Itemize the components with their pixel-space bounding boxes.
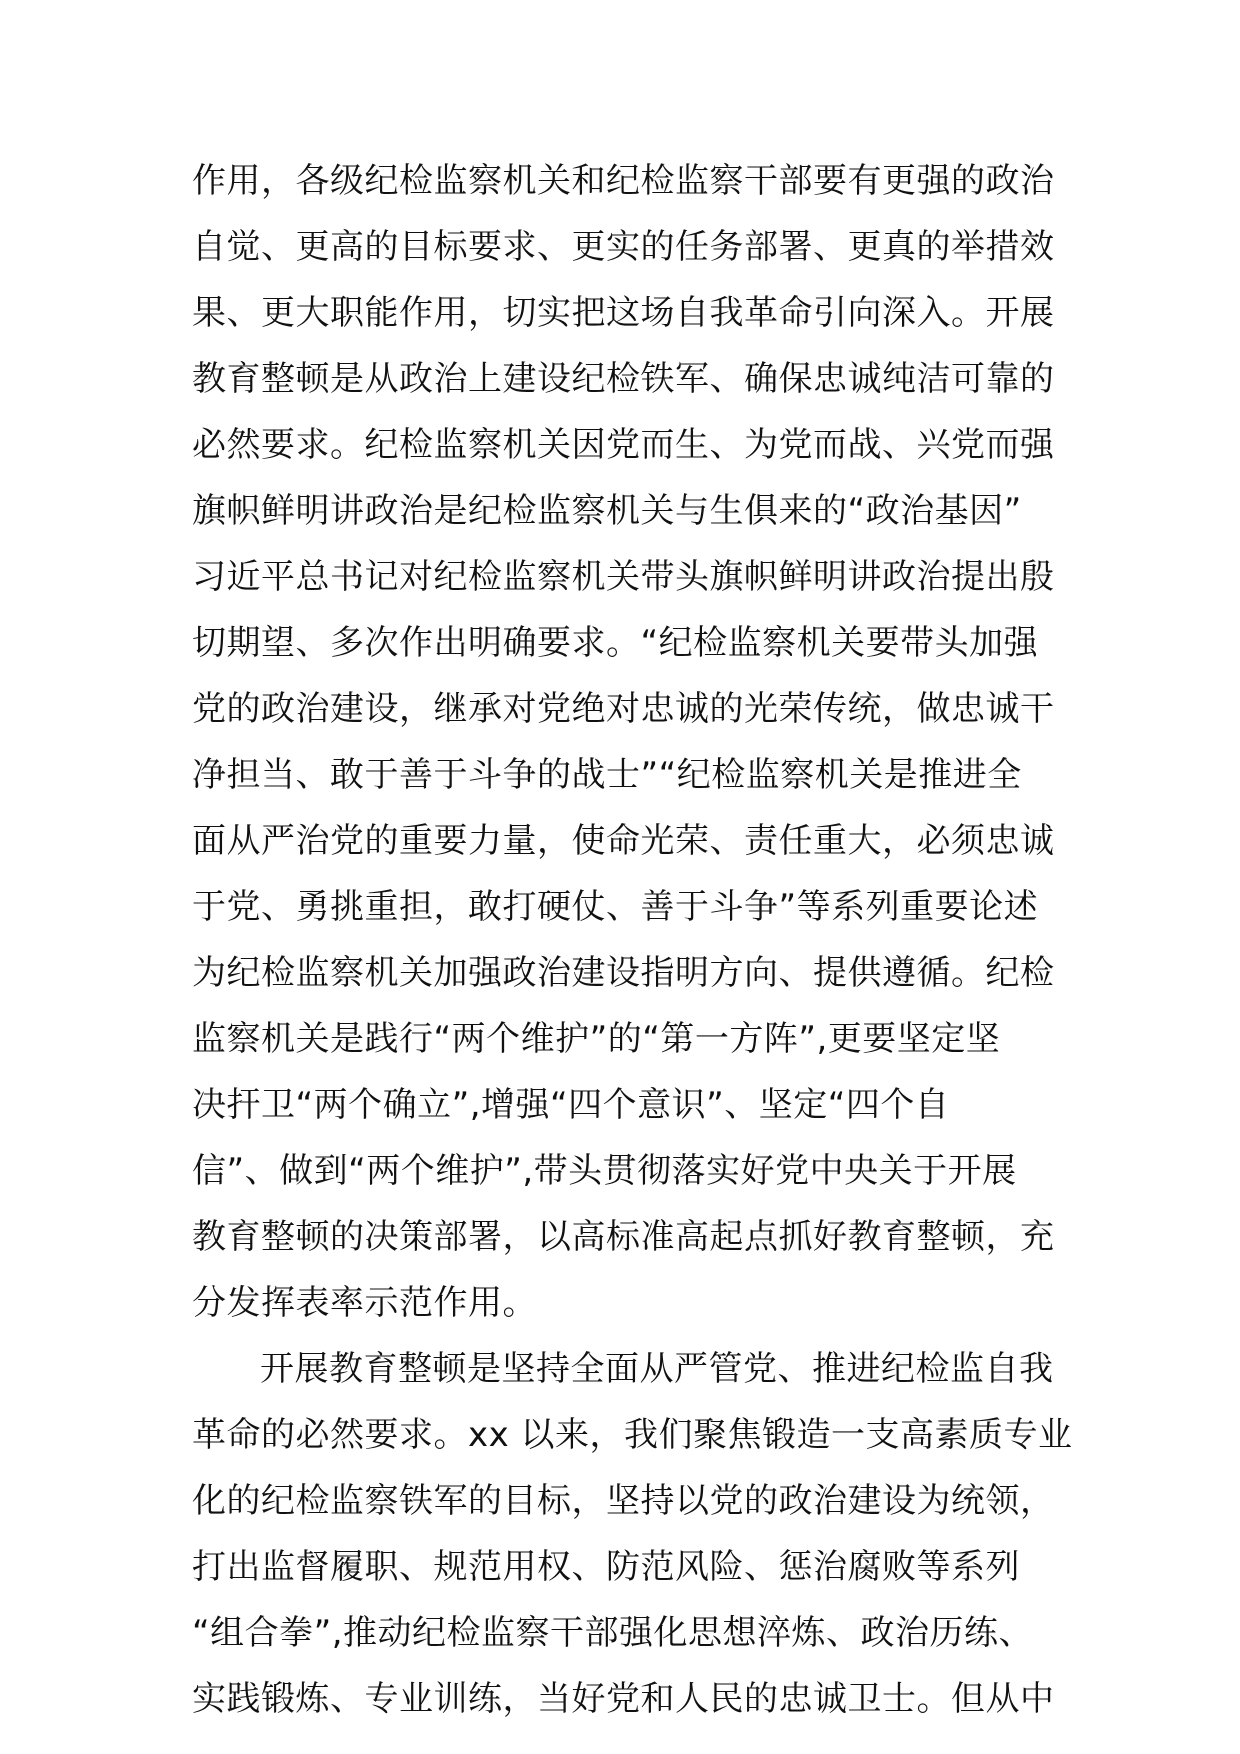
text-line: 自觉、更高的目标要求、更实的任务部署、更真的举措效 xyxy=(192,227,1055,267)
text-line: 打出监督履职、规范用权、防范风险、惩治腐败等系列 xyxy=(192,1547,1020,1587)
body-text xyxy=(192,148,1073,1732)
text-line: 分发挥表率示范作用。 xyxy=(192,1283,537,1323)
text-line: 必然要求。纪检监察机关因党而生、为党而战、兴党而强 xyxy=(192,425,1055,465)
text-line: 切期望、多次作出明确要求。“纪检监察机关要带头加强 xyxy=(192,623,1039,663)
text-line: 决扞卫“两个确立”,增强“四个意识”、坚定“四个自 xyxy=(192,1085,950,1125)
text-line: 作用，各级纪检监察机关和纪检监察干部要有更强的政治 xyxy=(192,161,1055,201)
text-line: 教育整顿是从政治上建设纪检铁军、确保忠诚纯洁可靠的 xyxy=(192,359,1055,399)
text-line: 监察机关是践行“两个维护”的“第一方阵”,更要坚定坚 xyxy=(192,1019,1001,1059)
text-line: 教育整顿的决策部署，以高标准高起点抓好教育整顿，充 xyxy=(192,1217,1055,1257)
text-line: 革命的必然要求。xx 以来，我们聚焦锻造一支高素质专业 xyxy=(192,1415,1073,1455)
text-line: 为纪检监察机关加强政治建设指明方向、提供遵循。纪检 xyxy=(192,953,1055,993)
text-line: 习近平总书记对纪检监察机关带头旗帜鲜明讲政治提出殷 xyxy=(192,557,1055,597)
text-line: 旗帜鲜明讲政治是纪检监察机关与生俱来的“政治基因” xyxy=(192,491,1022,531)
text-line: “组合拳”,推动纪检监察干部强化思想淬炼、政治历练、 xyxy=(192,1613,1034,1653)
text-line: 面从严治党的重要力量，使命光荣、责任重大，必须忠诚 xyxy=(192,821,1055,861)
text-line: 于党、勇挑重担，敢打硬仗、善于斗争”等系列重要论述 xyxy=(192,887,1039,927)
text-line: 果、更大职能作用，切实把这场自我革命引向深入。开展 xyxy=(192,293,1055,333)
text-line: 净担当、敢于善于斗争的战士”“纪检监察机关是推进全 xyxy=(192,755,1022,795)
text-line: 党的政治建设，继承对党绝对忠诚的光荣传统，做忠诚干 xyxy=(192,689,1055,729)
text-line: 信”、做到“两个维护”,带头贯彻落实好党中央关于开展 xyxy=(192,1151,1017,1191)
paragraph-first-line: 开展教育整顿是坚持全面从严管党、推进纪检监自我 xyxy=(260,1349,1054,1389)
text-line: 化的纪检监察铁军的目标，坚持以党的政治建设为统领， xyxy=(192,1481,1055,1521)
text-line: 实践锻炼、专业训练，当好党和人民的忠诚卫士。但从中 xyxy=(192,1679,1055,1719)
